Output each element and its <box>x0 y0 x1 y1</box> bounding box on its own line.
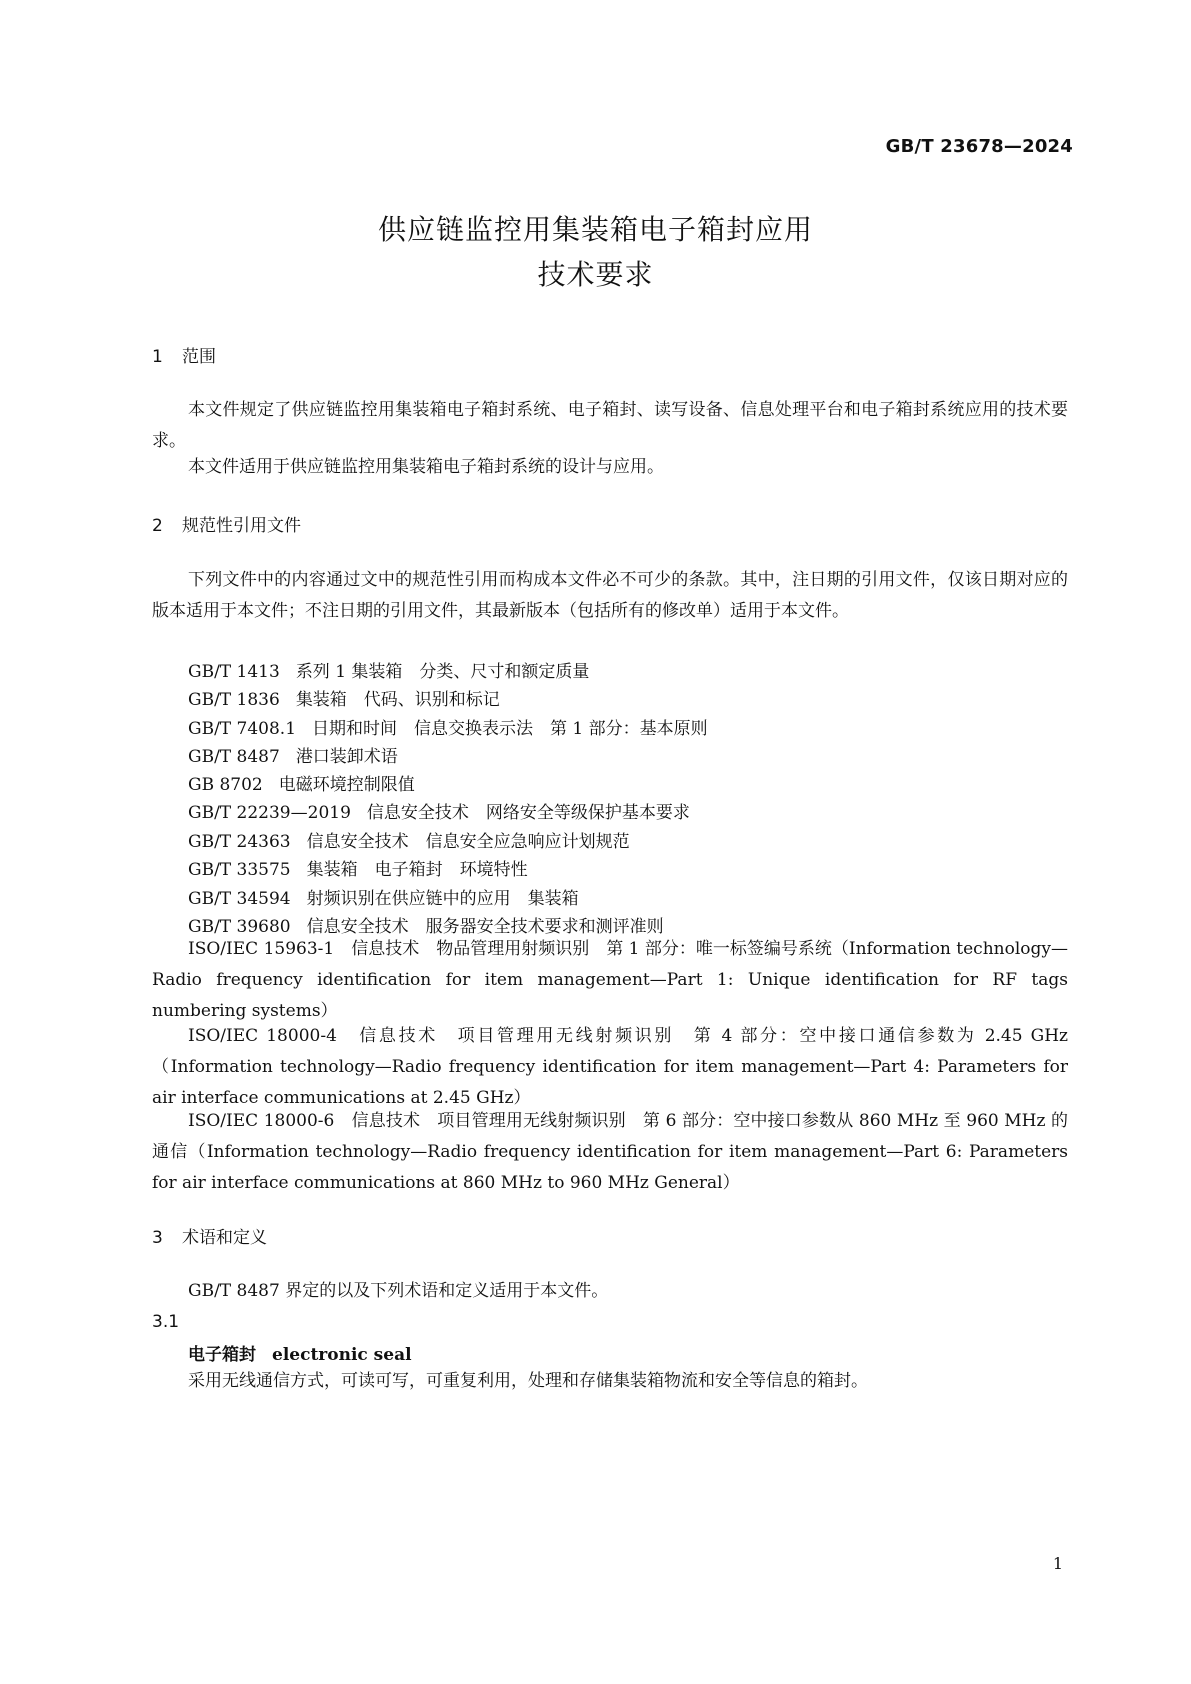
section-1-paragraph-1: 本文件规定了供应链监控用集装箱电子箱封系统、电子箱封、读写设备、信息处理平台和电子箱封系统应用的技术要求。 <box>152 400 1068 451</box>
iso-reference-item: ISO/IEC 15963-1 信息技术 物品管理用射频识别 第 1 部分：唯一标签编号系统（Information technology—Radio frequency identification for item management—Part 1: Unique identification for RF tags numbering systems） <box>152 939 1068 1021</box>
reference-title: 集装箱 电子箱封 环境特性 <box>306 860 528 880</box>
reference-code: GB/T 8487 <box>188 747 280 767</box>
section-2-number: 2 <box>152 516 163 536</box>
term-number: 3.1 <box>152 1312 180 1332</box>
section-3-heading <box>152 1223 267 1248</box>
reference-item <box>188 798 690 823</box>
reference-code: GB/T 24363 <box>188 832 291 852</box>
reference-item <box>188 714 708 739</box>
reference-item <box>188 827 630 852</box>
section-1-title: 范围 <box>182 347 216 367</box>
document-title-line-1: 供应链监控用集装箱电子箱封应用 <box>377 213 813 246</box>
reference-title: 日期和时间 信息交换表示法 第 1 部分：基本原则 <box>312 719 708 739</box>
reference-code: GB/T 22239—2019 <box>188 803 351 823</box>
reference-item <box>188 884 579 909</box>
reference-code: GB/T 1413 <box>188 662 280 682</box>
reference-code: GB/T 39680 <box>188 917 291 937</box>
reference-item <box>188 770 415 795</box>
reference-item <box>188 855 528 880</box>
section-1-heading <box>152 342 216 367</box>
section-1-paragraph-2: 本文件适用于供应链监控用集装箱电子箱封系统的设计与应用。 <box>188 457 664 477</box>
reference-title: 信息安全技术 服务器安全技术要求和测评准则 <box>306 917 664 937</box>
reference-item <box>188 657 589 682</box>
reference-title: 集装箱 代码、识别和标记 <box>295 690 500 710</box>
reference-title: 港口装卸术语 <box>295 747 398 767</box>
document-number: GB/T 23678—2024 <box>885 136 1073 157</box>
section-3-number: 3 <box>152 1228 163 1248</box>
reference-code: GB/T 33575 <box>188 860 291 880</box>
reference-title: 射频识别在供应链中的应用 集装箱 <box>306 889 579 909</box>
iso-reference-item: ISO/IEC 18000-6 信息技术 项目管理用无线射频识别 第 6 部分：空中接口参数从 860 MHz 至 960 MHz 的通信（Information technology—Radio frequency identification for item management—Part 6: Parameters for air interface communications at 860 MHz to 960 MHz General） <box>152 1111 1068 1193</box>
page-number: 1 <box>1052 1554 1063 1573</box>
section-2-title: 规范性引用文件 <box>182 516 301 536</box>
reference-item <box>188 742 398 767</box>
section-1-number: 1 <box>152 347 163 367</box>
term-english-name: electronic seal <box>272 1345 412 1365</box>
term-chinese-name: 电子箱封 <box>188 1345 256 1365</box>
section-3-title: 术语和定义 <box>182 1228 267 1248</box>
document-title-line-2: 技术要求 <box>537 258 654 291</box>
reference-code: GB/T 34594 <box>188 889 291 909</box>
term-heading <box>188 1340 412 1365</box>
reference-title: 信息安全技术 网络安全等级保护基本要求 <box>366 803 690 823</box>
reference-title: 系列 1 集装箱 分类、尺寸和额定质量 <box>295 662 590 682</box>
term-definition: 采用无线通信方式，可读可写，可重复利用，处理和存储集装箱物流和安全等信息的箱封。 <box>188 1371 868 1391</box>
iso-reference-item: ISO/IEC 18000-4 信息技术 项目管理用无线射频识别 第 4 部分：空中接口通信参数为 2.45 GHz（Information technology—Radio frequency identification for item management—Part 4: Parameters for air interface communications at 2.45 GHz） <box>152 1026 1068 1108</box>
reference-title: 电磁环境控制限值 <box>278 775 415 795</box>
section-2-heading <box>152 511 301 536</box>
reference-title: 信息安全技术 信息安全应急响应计划规范 <box>306 832 630 852</box>
reference-code: GB/T 1836 <box>188 690 280 710</box>
reference-item <box>188 685 500 710</box>
reference-code: GB/T 7408.1 <box>188 719 297 739</box>
reference-code: GB 8702 <box>188 775 263 795</box>
section-3-intro: GB/T 8487 界定的以及下列术语和定义适用于本文件。 <box>188 1281 609 1301</box>
section-2-intro: 下列文件中的内容通过文中的规范性引用而构成本文件必不可少的条款。其中，注日期的引用文件，仅该日期对应的版本适用于本文件；不注日期的引用文件，其最新版本（包括所有的修改单）适用于本文件。 <box>152 570 1068 621</box>
